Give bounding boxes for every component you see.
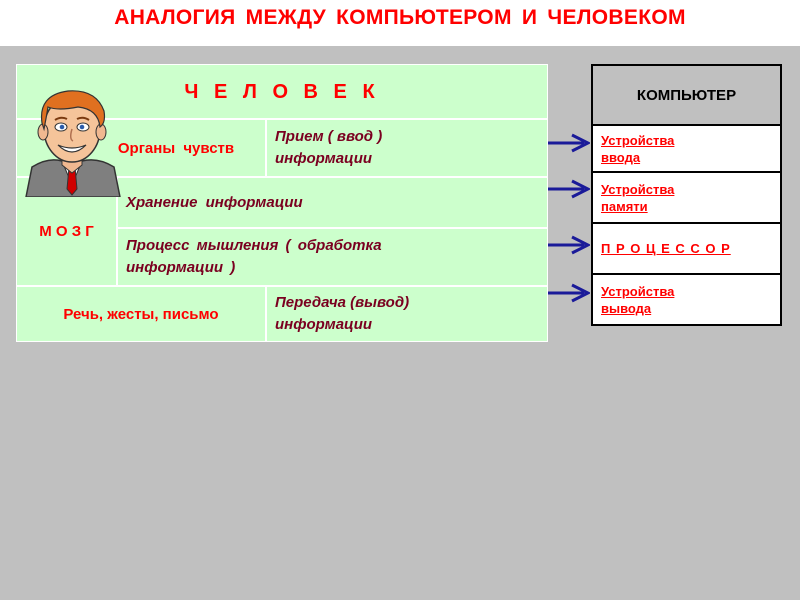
page-title: АНАЛОГИЯ МЕЖДУ КОМПЬЮТЕРОМ И ЧЕЛОВЕКОМ: [114, 6, 686, 29]
memory-devices-cell: [593, 173, 780, 222]
human-header: Ч Е Л О В Е К: [17, 65, 547, 118]
brain-label: М О З Г: [39, 223, 94, 240]
senses-label: Органы чувств: [117, 139, 235, 157]
storage-cell: [118, 178, 547, 227]
speech-cell: [17, 287, 265, 341]
output-devices-cell: [593, 275, 780, 324]
input-devices-label: Устройства ввода: [601, 132, 675, 165]
output-label: Передача (вывод) информации: [275, 294, 410, 333]
input-label: Прием ( ввод ) информации: [275, 128, 383, 167]
processor-cell: [593, 224, 780, 273]
input-devices-cell: [593, 126, 780, 171]
arrow-right-icon: [548, 283, 590, 303]
arrow-right-icon: [548, 133, 590, 153]
thinking-label: Процесс мышления ( обработка информации ): [126, 237, 382, 276]
processor-label: П Р О Ц Е С С О Р: [601, 241, 731, 256]
input-cell: [267, 120, 547, 176]
thinking-cell: [118, 229, 547, 285]
man-portrait-icon: [18, 85, 126, 197]
output-devices-label: Устройства вывода: [601, 283, 675, 316]
storage-label: Хранение информации: [126, 193, 303, 211]
arrow-right-icon: [548, 179, 590, 199]
computer-header: КОМПЬЮТЕР: [593, 66, 780, 124]
title-bar: [0, 0, 800, 46]
memory-devices-label: Устройства памяти: [601, 181, 675, 214]
arrow-right-icon: [548, 235, 590, 255]
computer-table: [591, 64, 782, 326]
output-cell: [267, 287, 547, 341]
speech-label: Речь, жесты, письмо: [63, 305, 219, 323]
